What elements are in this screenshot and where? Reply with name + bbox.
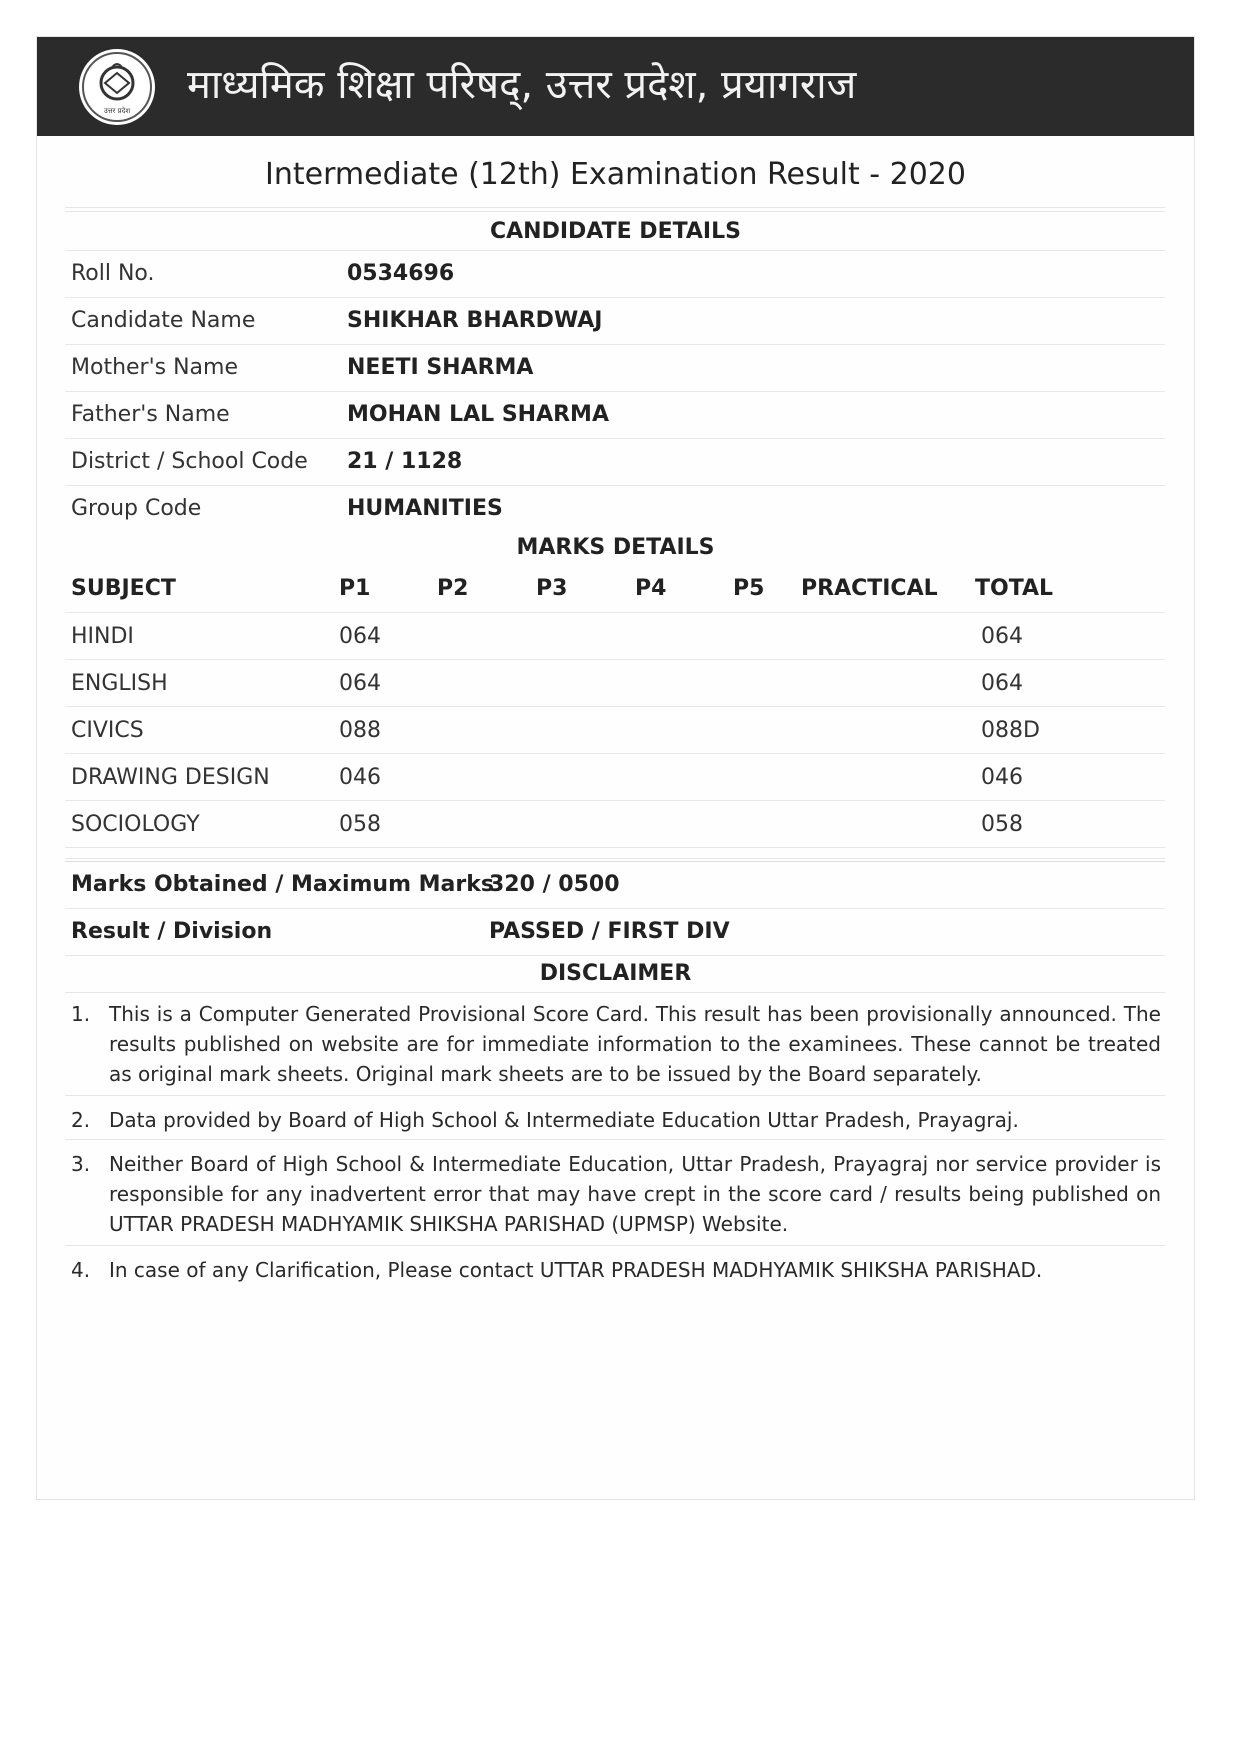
disclaimer-number: 4. — [71, 1258, 91, 1282]
p1-mark: 058 — [339, 812, 381, 837]
detail-row-mother — [65, 344, 1165, 392]
detail-value: NEETI SHARMA — [347, 355, 534, 380]
divider — [65, 847, 1165, 848]
total-mark: 088D — [981, 718, 1040, 743]
result-sheet — [36, 36, 1195, 1500]
disclaimer-number: 1. — [71, 1002, 91, 1026]
subject-name: ENGLISH — [71, 671, 168, 696]
detail-label: Father's Name — [71, 402, 230, 427]
disclaimer-text: Neither Board of High School & Intermediate Education, Uttar Pradesh, Prayagraj nor service provider is responsible for any inadvertent error that may have crept in the score card / results being published on UTTAR PRADESH MADHYAMIK SHIKSHA PARISHAD (UPMSP) Website. — [109, 1152, 1161, 1236]
divider — [65, 1139, 1165, 1140]
col-header: P2 — [437, 576, 469, 601]
marks-section-title: MARKS DETAILS — [516, 535, 715, 560]
detail-value: SHIKHAR BHARDWAJ — [347, 308, 603, 333]
detail-value: MOHAN LAL SHARMA — [347, 402, 609, 427]
board-name: माध्यमिक शिक्षा परिषद्, उत्तर प्रदेश, प्रयागराज — [187, 62, 857, 108]
total-mark: 046 — [981, 765, 1023, 790]
summary-label: Marks Obtained / Maximum Marks — [71, 872, 494, 897]
divider — [65, 207, 1165, 208]
table-row — [65, 706, 1165, 754]
divider — [65, 992, 1165, 993]
total-mark: 064 — [981, 671, 1023, 696]
detail-row-group — [65, 485, 1165, 533]
disclaimer-number: 3. — [71, 1152, 91, 1176]
detail-row-father — [65, 391, 1165, 439]
summary-row-result — [65, 908, 1165, 956]
col-header: P1 — [339, 576, 371, 601]
detail-label: Roll No. — [71, 261, 155, 286]
divider — [65, 211, 1165, 212]
disclaimer-item — [71, 1255, 1161, 1289]
subject-name: HINDI — [71, 624, 134, 649]
p1-mark: 064 — [339, 671, 381, 696]
p1-mark: 088 — [339, 718, 381, 743]
detail-value: 21 / 1128 — [347, 449, 463, 474]
detail-row-district — [65, 438, 1165, 486]
marks-header-row — [65, 565, 1165, 612]
detail-row-name — [65, 297, 1165, 345]
logo-text: उत्तर प्रदेश — [103, 107, 131, 115]
total-mark: 064 — [981, 624, 1023, 649]
up-emblem-logo-icon — [77, 47, 157, 127]
summary-value: PASSED / FIRST DIV — [489, 919, 730, 944]
detail-label: District / School Code — [71, 449, 308, 474]
divider — [65, 858, 1165, 859]
disclaimer-item — [71, 1149, 1161, 1243]
subject-name: DRAWING DESIGN — [71, 765, 270, 790]
table-row — [65, 753, 1165, 801]
disclaimer-item — [71, 999, 1161, 1093]
col-header: P3 — [536, 576, 568, 601]
p1-mark: 046 — [339, 765, 381, 790]
divider — [65, 1245, 1165, 1246]
col-header: SUBJECT — [71, 576, 176, 601]
disclaimer-text: In case of any Clarification, Please contact UTTAR PRADESH MADHYAMIK SHIKSHA PARISHAD. — [109, 1258, 1043, 1282]
disclaimer-number: 2. — [71, 1108, 91, 1132]
disclaimer-text: This is a Computer Generated Provisional Score Card. This result has been provisionally announced. The results published on website are for immediate information to the examinees. These cannot be treated as original mark sheets. Original mark sheets are to be issued by the Board separately. — [109, 1002, 1161, 1086]
divider — [65, 1095, 1165, 1096]
detail-value: HUMANITIES — [347, 496, 503, 521]
table-row — [65, 612, 1165, 660]
board-header — [37, 37, 1194, 136]
exam-title: Intermediate (12th) Examination Result - 2020 — [265, 157, 966, 192]
col-header: PRACTICAL — [801, 576, 938, 601]
candidate-section-title: CANDIDATE DETAILS — [490, 219, 741, 244]
col-header: P4 — [635, 576, 667, 601]
table-row — [65, 659, 1165, 707]
detail-label: Mother's Name — [71, 355, 238, 380]
p1-mark: 064 — [339, 624, 381, 649]
summary-label: Result / Division — [71, 919, 273, 944]
disclaimer-text: Data provided by Board of High School & Intermediate Education Uttar Pradesh, Prayagraj. — [109, 1108, 1019, 1132]
col-header: P5 — [733, 576, 765, 601]
total-mark: 058 — [981, 812, 1023, 837]
summary-value: 320 / 0500 — [489, 872, 620, 897]
summary-row-marks — [65, 861, 1165, 909]
subject-name: SOCIOLOGY — [71, 812, 200, 837]
table-row — [65, 800, 1165, 848]
detail-row-roll — [65, 250, 1165, 298]
detail-label: Candidate Name — [71, 308, 256, 333]
detail-label: Group Code — [71, 496, 202, 521]
col-header: TOTAL — [975, 576, 1054, 601]
detail-value: 0534696 — [347, 261, 455, 286]
disclaimer-item — [71, 1105, 1161, 1139]
subject-name: CIVICS — [71, 718, 144, 743]
divider — [65, 955, 1165, 956]
disclaimer-title: DISCLAIMER — [539, 961, 692, 986]
